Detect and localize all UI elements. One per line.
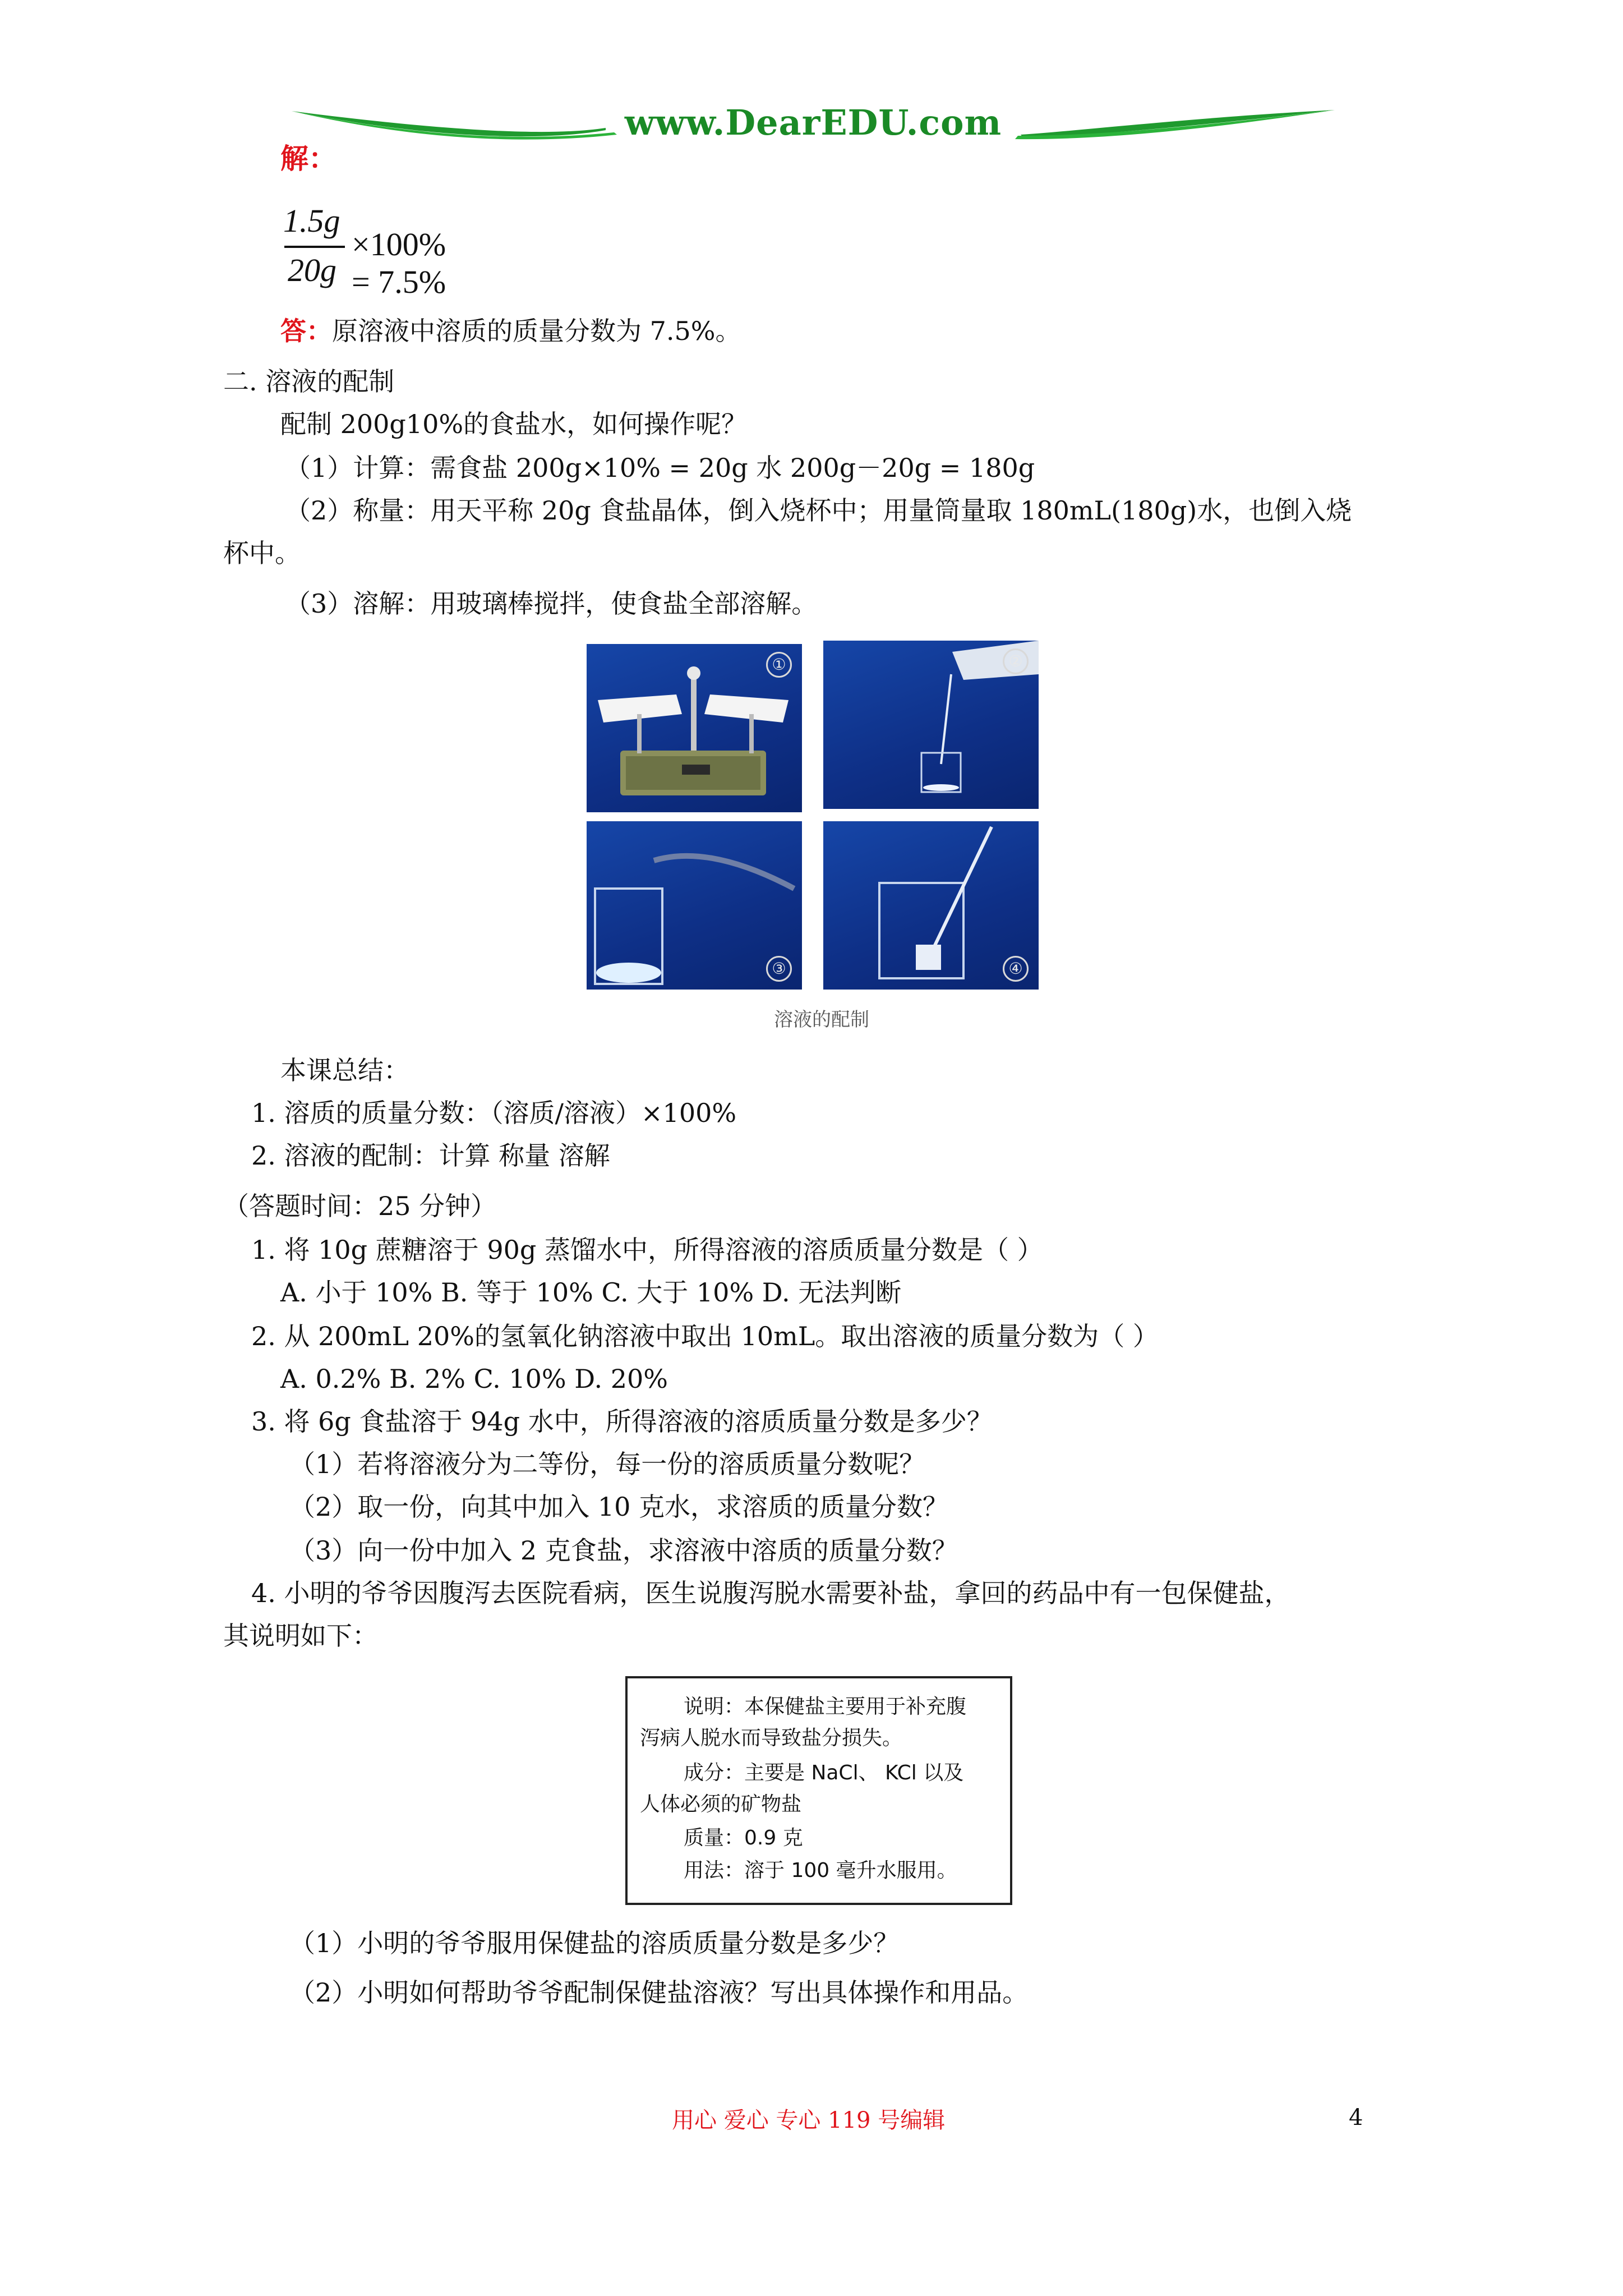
step-calculate: （1）计算：需食盐 200g×10% = 20g 水 200g－20g = 180g: [285, 453, 1035, 483]
page-number: 4: [1349, 2105, 1363, 2131]
formula-result: ×100% = 7.5%: [352, 226, 446, 300]
formula-numerator: 1.5g: [283, 203, 340, 239]
step-weigh: （2）称量：用天平称 20g 食盐晶体，倒入烧杯中；用量筒量取 180mL(180g)水，也倒入烧: [285, 495, 1352, 526]
question-3: 3. 将 6g 食盐溶于 94g 水中，所得溶液的溶质质量分数是多少？: [251, 1406, 993, 1437]
photo-stirring: [823, 821, 1039, 990]
question-1: 1. 将 10g 蔗糖溶于 90g 蒸馏水中，所得溶液的溶质质量分数是（ ）: [251, 1235, 1043, 1265]
answer-label: 答：: [280, 316, 332, 346]
site-logo-text: www.DearEDU.com: [624, 102, 1002, 143]
summary-item-2: 2. 溶液的配制：计算 称量 溶解: [251, 1140, 610, 1171]
label-line-3: 成分：主要是 NaCl、 KCl 以及: [684, 1761, 964, 1784]
answer-time: （答题时间：25 分钟）: [223, 1191, 497, 1221]
question-4-cont: 其说明如下：: [223, 1621, 378, 1651]
section-title: 二. 溶液的配制: [223, 366, 395, 397]
health-salt-label: [625, 1676, 1012, 1905]
fraction-bar: [284, 246, 345, 248]
question-3-part-3: （3）向一份中加入 2 克食盐，求溶液中溶质的质量分数？: [289, 1535, 958, 1566]
label-line-2: 泻病人脱水而导致盐分损失。: [640, 1727, 903, 1750]
step-dissolve: （3）溶解：用玻璃棒搅拌，使食盐全部溶解。: [285, 588, 818, 619]
question-3-part-2: （2）取一份，向其中加入 10 克水，求溶质的质量分数？: [289, 1492, 949, 1522]
photo-balance: [587, 644, 802, 812]
header-banner: [292, 95, 1335, 163]
photo-number-1: ①: [766, 652, 792, 678]
label-line-4: 人体必须的矿物盐: [640, 1793, 802, 1816]
solution-preparation-figure: [583, 641, 1060, 1040]
figure-caption: 溶液的配制: [774, 1009, 869, 1031]
label-line-5: 质量：0.9 克: [684, 1826, 803, 1849]
photo-number-2: ②: [1003, 648, 1029, 674]
question-2: 2. 从 200mL 20%的氢氧化钠溶液中取出 10mL。取出溶液的质量分数为（ ）: [251, 1321, 1159, 1351]
summary-title: 本课总结：: [280, 1055, 409, 1085]
section-question: 配制 200g10%的食盐水，如何操作呢？: [280, 409, 748, 439]
label-line-1: 说明：本保健盐主要用于补充腹: [684, 1695, 967, 1718]
question-1-options: A. 小于 10% B. 等于 10% C. 大于 10% D. 无法判断: [280, 1277, 902, 1308]
formula-denominator: 20g: [288, 252, 336, 288]
photo-adding-water: [587, 821, 802, 990]
question-4-part-1: （1）小明的爷爷服用保健盐的溶质质量分数是多少？: [289, 1928, 900, 1958]
question-3-part-1: （1）若将溶液分为二等份，每一份的溶质质量分数呢？: [289, 1449, 925, 1479]
photo-number-4: ④: [1003, 956, 1029, 982]
summary-item-1: 1. 溶质的质量分数：（溶质/溶液）×100%: [251, 1098, 737, 1128]
label-line-6: 用法：溶于 100 毫升水服用。: [684, 1859, 957, 1882]
answer-line: [280, 315, 741, 348]
photo-number-3: ③: [766, 956, 792, 982]
answer-text: 原溶液中溶质的质量分数为 7.5%。: [332, 316, 741, 346]
question-4-part-2: （2）小明如何帮助爷爷配制保健盐溶液？写出具体操作和用品。: [289, 1977, 1029, 2008]
solution-label: 解：: [280, 142, 336, 175]
question-2-options: A. 0.2% B. 2% C. 10% D. 20%: [280, 1364, 668, 1394]
question-4: 4. 小明的爷爷因腹泻去医院看病，医生说腹泻脱水需要补盐，拿回的药品中有一包保健盐，: [251, 1578, 1290, 1608]
footer-text: 用心 爱心 专心 119 号编辑: [672, 2108, 946, 2133]
photo-pouring-salt: [823, 641, 1039, 809]
step-weigh-cont: 杯中。: [223, 538, 301, 568]
